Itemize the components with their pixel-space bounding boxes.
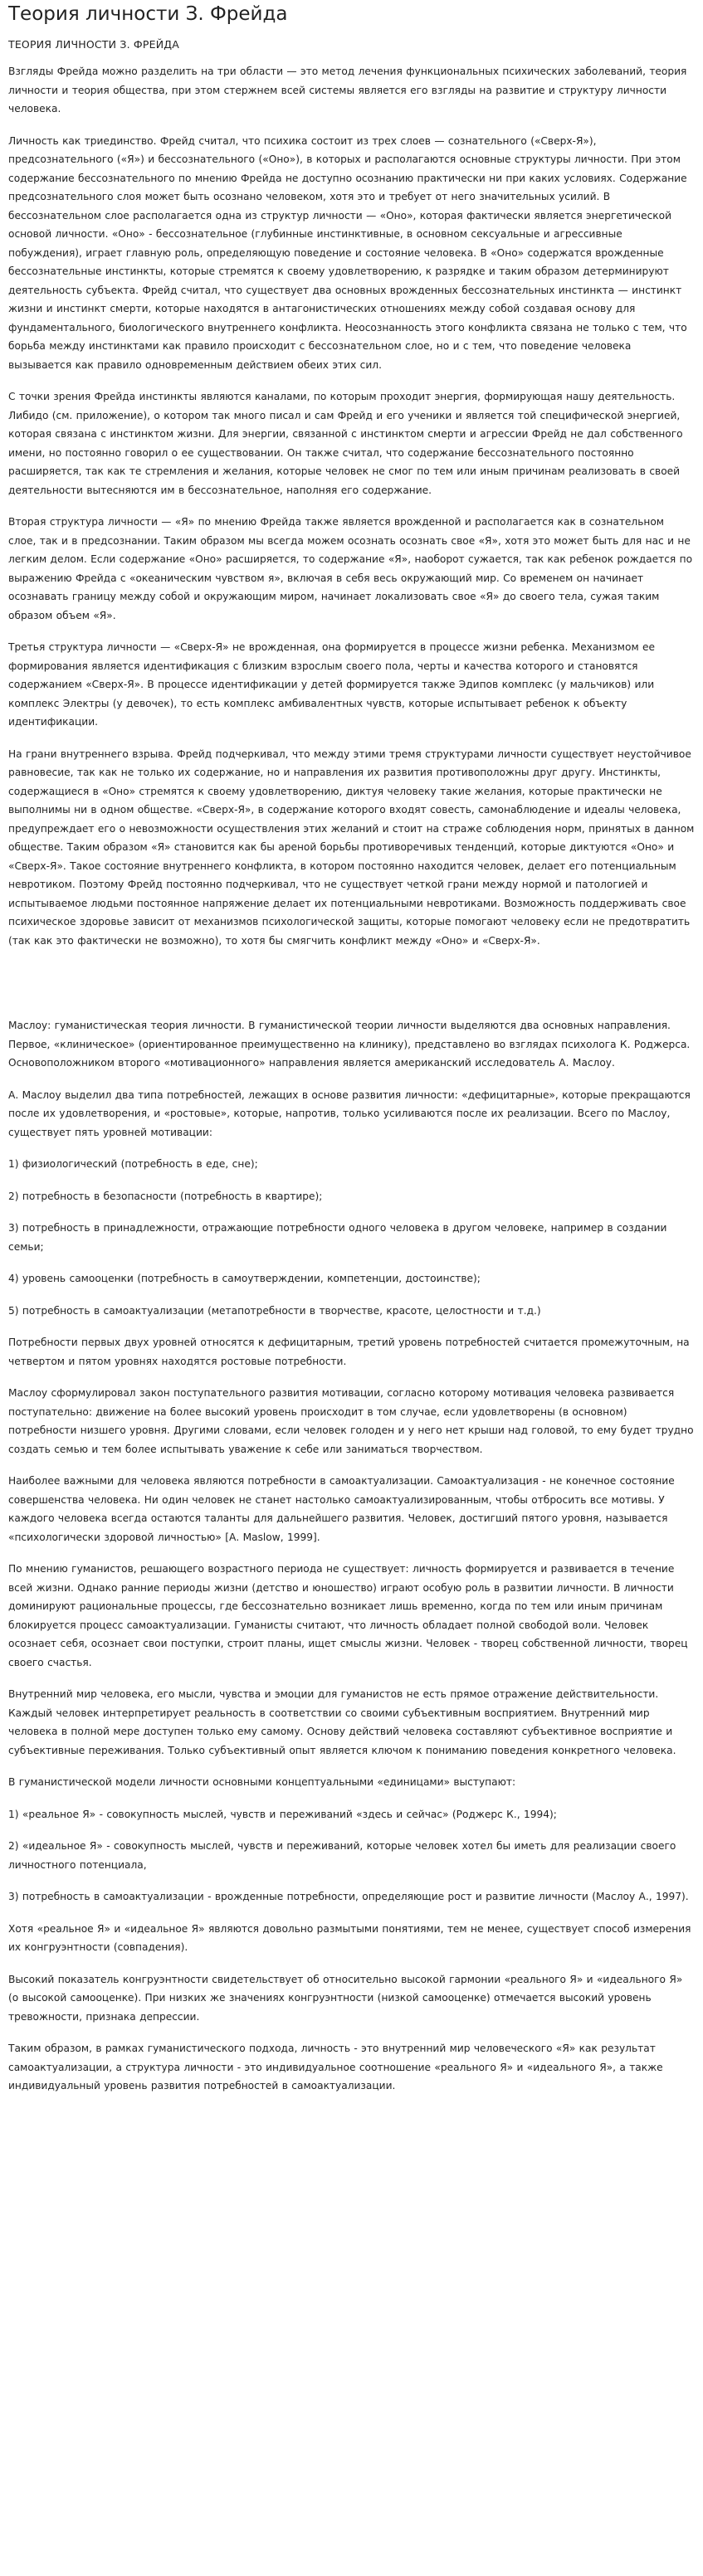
section-heading: ТЕОРИЯ ЛИЧНОСТИ З. ФРЕЙДА <box>8 38 179 51</box>
paragraph: Маслоу сформулировал закон поступательного развития мотивации, согласно которому мотивация человека развивается поступательно: движение на более высокий уровень происходит в том случае, если удовлетворены (в основном) потребности низшего уровня. Другими словами, если человек голоден и у него нет крыши над головой, то ему будет трудно создать семью и тем более испытывать уважение к себе или заниматься творчеством. <box>8 1387 694 1455</box>
paragraph: Личность как триединство. Фрейд считал, что психика состоит из трех слоев — сознательного («Сверх-Я»), предсознательного («Я») и бессознательного («Оно»), в которых и располагаются основные структуры личности. При этом содержание бессознательного по мнению Фрейда не доступно осознанию практически ни при каких условиях. Содержание предсознательного слоя может быть осознано человеком, хотя это и требует от него значительных усилий. В бессознательном слое располагается одна из структур личности — «Оно», которая фактически является энергетической основой личности. «Оно» - бессознательное (глубинные инстинктивные, в основном сексуальные и агрессивные побуждения), играет главную роль, определяющую поведение и состояние человека. В «Оно» содержатся врожденные бессознательные инстинкты, которые стремятся к своему удовлетворению, к разрядке и таким образом детерминируют деятельность субъекта. Фрейд считал, что существует два основных врожденных бессознательных инстинкта — инстинкт жизни и инстинкт смерти, которые находятся в антагонистических отношениях между собой создавая основу для фундаментального, биологического внутреннего конфликта. Неосознанность этого конфликта связана не только с тем, что борьба между инстинктами как правило происходит с бессознательном слое, но и с тем, что поведение человека вызывается как правило одновременным действием обеих этих сил. <box>8 134 687 371</box>
freud-section <box>8 62 695 950</box>
list-item: 2) «идеальное Я» - совокупность мыслей, чувств и переживаний, которые человек хотел бы иметь для реализации своего личностного потенциала, <box>8 1840 676 1871</box>
paragraph: Вторая структура личности — «Я» по мнению Фрейда также является врожденной и располагается как в сознательном слое, так и в предсознании. Таким образом мы всегда можем осознать осознать свое «Я», хотя это может быть для нас и не легким делом. Если содержание «Оно» расширяется, то содержание «Я», наоборот сужается, так как ребенок рождается по выражению Фрейда с «океаническим чувством я», включая в себя весь окружающий мир. Со временем он начинает осознавать границу между собой и окружающим миром, начинает локализовать свое «Я» до своего тела, сужая таким образом объем «Я». <box>8 516 693 621</box>
paragraph: Высокий показатель конгруэнтности свидетельствует об относительно высокой гармонии «реального Я» и «идеального Я» (о высокой самооценке). При низких же значениях конгруэнтности (низкой самооценке) отмечается высокий уровень тревожности, признака депрессии. <box>8 1973 683 2023</box>
paragraph: Таким образом, в рамках гуманистического подхода, личность - это внутренний мир человеческого «Я» как результат самоактуализации, а структура личности - это индивидуальное соотношение «реального Я» и «идеального Я», а также индивидуальный уровень развития потребностей в самоактуализации. <box>8 2043 663 2091</box>
list-item: 2) потребность в безопасности (потребность в квартире); <box>8 1190 323 1202</box>
article <box>0 3 703 2096</box>
list-item: 3) потребность в самоактуализации - врожденные потребности, определяющие рост и развитие личности (Маслоу А., 1997). <box>8 1891 689 1902</box>
list-item: 3) потребность в принадлежности, отражающие потребности одного человека в другом человеке, например в создании семьи; <box>8 1222 667 1253</box>
paragraph: С точки зрения Фрейда инстинкты являются каналами, по которым проходит энергия, формирующая нашу деятельность. Либидо (см. приложение), о котором так много писал и сам Фрейд и его ученики и является той специфической энергией, которая связана с инстинктом жизни. Для энергии, связанной с инстинктом смерти и агрессии Фрейд не дал собственного имени, но постоянно говорил о ее существовании. Он также считал, что содержание бессознательного постоянно расширяется, так как те стремления и желания, которые человек не смог по тем или иным причинам реализовать в своей деятельности вытесняются им в бессознательное, наполняя его содержание. <box>8 391 683 496</box>
paragraph: Третья структура личности — «Сверх-Я» не врожденная, она формируется в процессе жизни ребенка. Механизмом ее формирования является идентификация с близким взрослым своего пола, черты и качества которого и становятся содержанием «Сверх-Я». В процессе идентификации у детей формируется также Эдипов комплекс (у мальчиков) или комплекс Электры (у девочек), то есть комплекс амбивалентных чувств, которые испытывает ребенок к объекту идентификации. <box>8 641 656 728</box>
paragraph: По мнению гуманистов, решающего возрастного периода не существует: личность формируется и развивается в течение всей жизни. Однако ранние периоды жизни (детство и юношество) играют особую роль в развитии личности. В личности доминируют рациональные процессы, где бессознательно возникает лишь временно, когда по тем или иным причинам блокируется процесс самоактуализации. Гуманисты считают, что личность обладает полной свободой воли. Человек осознает себя, осознает свои поступки, строит планы, ищет смыслы жизни. Человек - творец собственной личности, творец своего счастья. <box>8 1563 688 1668</box>
list-item: 4) уровень самооценки (потребность в самоутверждении, компетенции, достоинстве); <box>8 1273 481 1284</box>
paragraph: А. Маслоу выделил два типа потребностей, лежащих в основе развития личности: «дефицитарные», которые прекращаются после их удовлетворения, и «ростовые», которые, напротив, только усиливаются после их реализации. Всего по Маслоу, существует пять уровней мотивации: <box>8 1088 691 1138</box>
list-item: 5) потребность в самоактуализации (метапотребности в творчестве, красоте, целостности и т.д.) <box>8 1304 541 1317</box>
paragraph: Маслоу: гуманистическая теория личности. В гуманистической теории личности выделяются два основных направления. Первое, «клиническое» (ориентированное преимущественно на клинику), представлено во взглядах психолога К. Роджерса. Основоположником второго «мотивационного» направления является американский исследователь А. Маслоу. <box>8 1020 691 1069</box>
paragraph: Взгляды Фрейда можно разделить на три области — это метод лечения функциональных психических заболеваний, теория личности и теория общества, при этом стержнем всей системы является его взгляды на развитие и структуру личности человека. <box>8 66 687 114</box>
section-gap <box>8 963 695 1016</box>
paragraph: Внутренний мир человека, его мысли, чувства и эмоции для гуманистов не есть прямое отражение действительности. Каждый человек интерпретирует реальность в соответствии со своими субъективным восприятием. Внутренний мир человека в полной мере доступен только ему самому. Основу действий человека составляют субъективное восприятие и субъективные переживания. Только субъективный опыт является ключом к пониманию поведения конкретного человека. <box>8 1688 676 1756</box>
page-title: Теория личности З. Фрейда <box>8 3 288 25</box>
paragraph: На грани внутреннего взрыва. Фрейд подчеркивал, что между этими тремя структурами личности существует неустойчивое равновесие, так как не только их содержание, но и направления их развития противоположны друг другу. Инстинкты, содержащиеся в «Оно» стремятся к своему удовлетворению, диктуя человеку такие желания, которые практически не выполнимы ни в одном обществе. «Сверх-Я», в содержание которого входят совесть, самонаблюдение и идеалы человека, предупреждает его о невозможности осуществления этих желаний и стоит на страже соблюдения норм, принятых в данном обществе. Таким образом «Я» становится как бы ареной борьбы противоречивых тенденций, которые диктуются «Оно» и «Сверх-Я». Такое состояние внутреннего конфликта, в котором постоянно находится человек, делает его потенциальным невротиком. Поэтому Фрейд постоянно подчеркивал, что не существует четкой грани между нормой и патологией и испытываемое людьми постоянное напряжение делает их потенциальными невротиками. Возможность поддерживать свое психическое здоровье зависит от механизмов психологической защиты, которые помогают человеку если не предотвратить (так как это фактически не возможно), то хотя бы смягчить конфликт между «Оно» и «Сверх-Я». <box>8 747 695 947</box>
paragraph: Наиболее важными для человека являются потребности в самоактуализации. Самоактуализация - не конечное состояние совершенства человека. Ни один человек не станет настолько самоактуализированным, чтобы отбросить все мотивы. У каждого человека всегда остаются таланты для дальнейшего развития. Человек, достигший пятого уровня, называется «психологически здоровой личностью» [А. Maslow, 1999]. <box>8 1475 675 1543</box>
maslow-section <box>8 1016 695 2096</box>
paragraph: В гуманистической модели личности основными концептуальными «единицами» выступают: <box>8 1776 516 1788</box>
list-item: 1) физиологический (потребность в еде, сне); <box>8 1158 258 1170</box>
list-item: 1) «реальное Я» - совокупность мыслей, чувств и переживаний «здесь и сейчас» (Роджерс К., 1994); <box>8 1808 557 1820</box>
paragraph: Хотя «реальное Я» и «идеальное Я» являются довольно размытыми понятиями, тем не менее, существует способ измерения их конгруэнтности (совпадения). <box>8 1922 691 1953</box>
paragraph: Потребности первых двух уровней относятся к дефицитарным, третий уровень потребностей считается промежуточным, на четвертом и пятом уровнях находятся ростовые потребности. <box>8 1337 690 1367</box>
